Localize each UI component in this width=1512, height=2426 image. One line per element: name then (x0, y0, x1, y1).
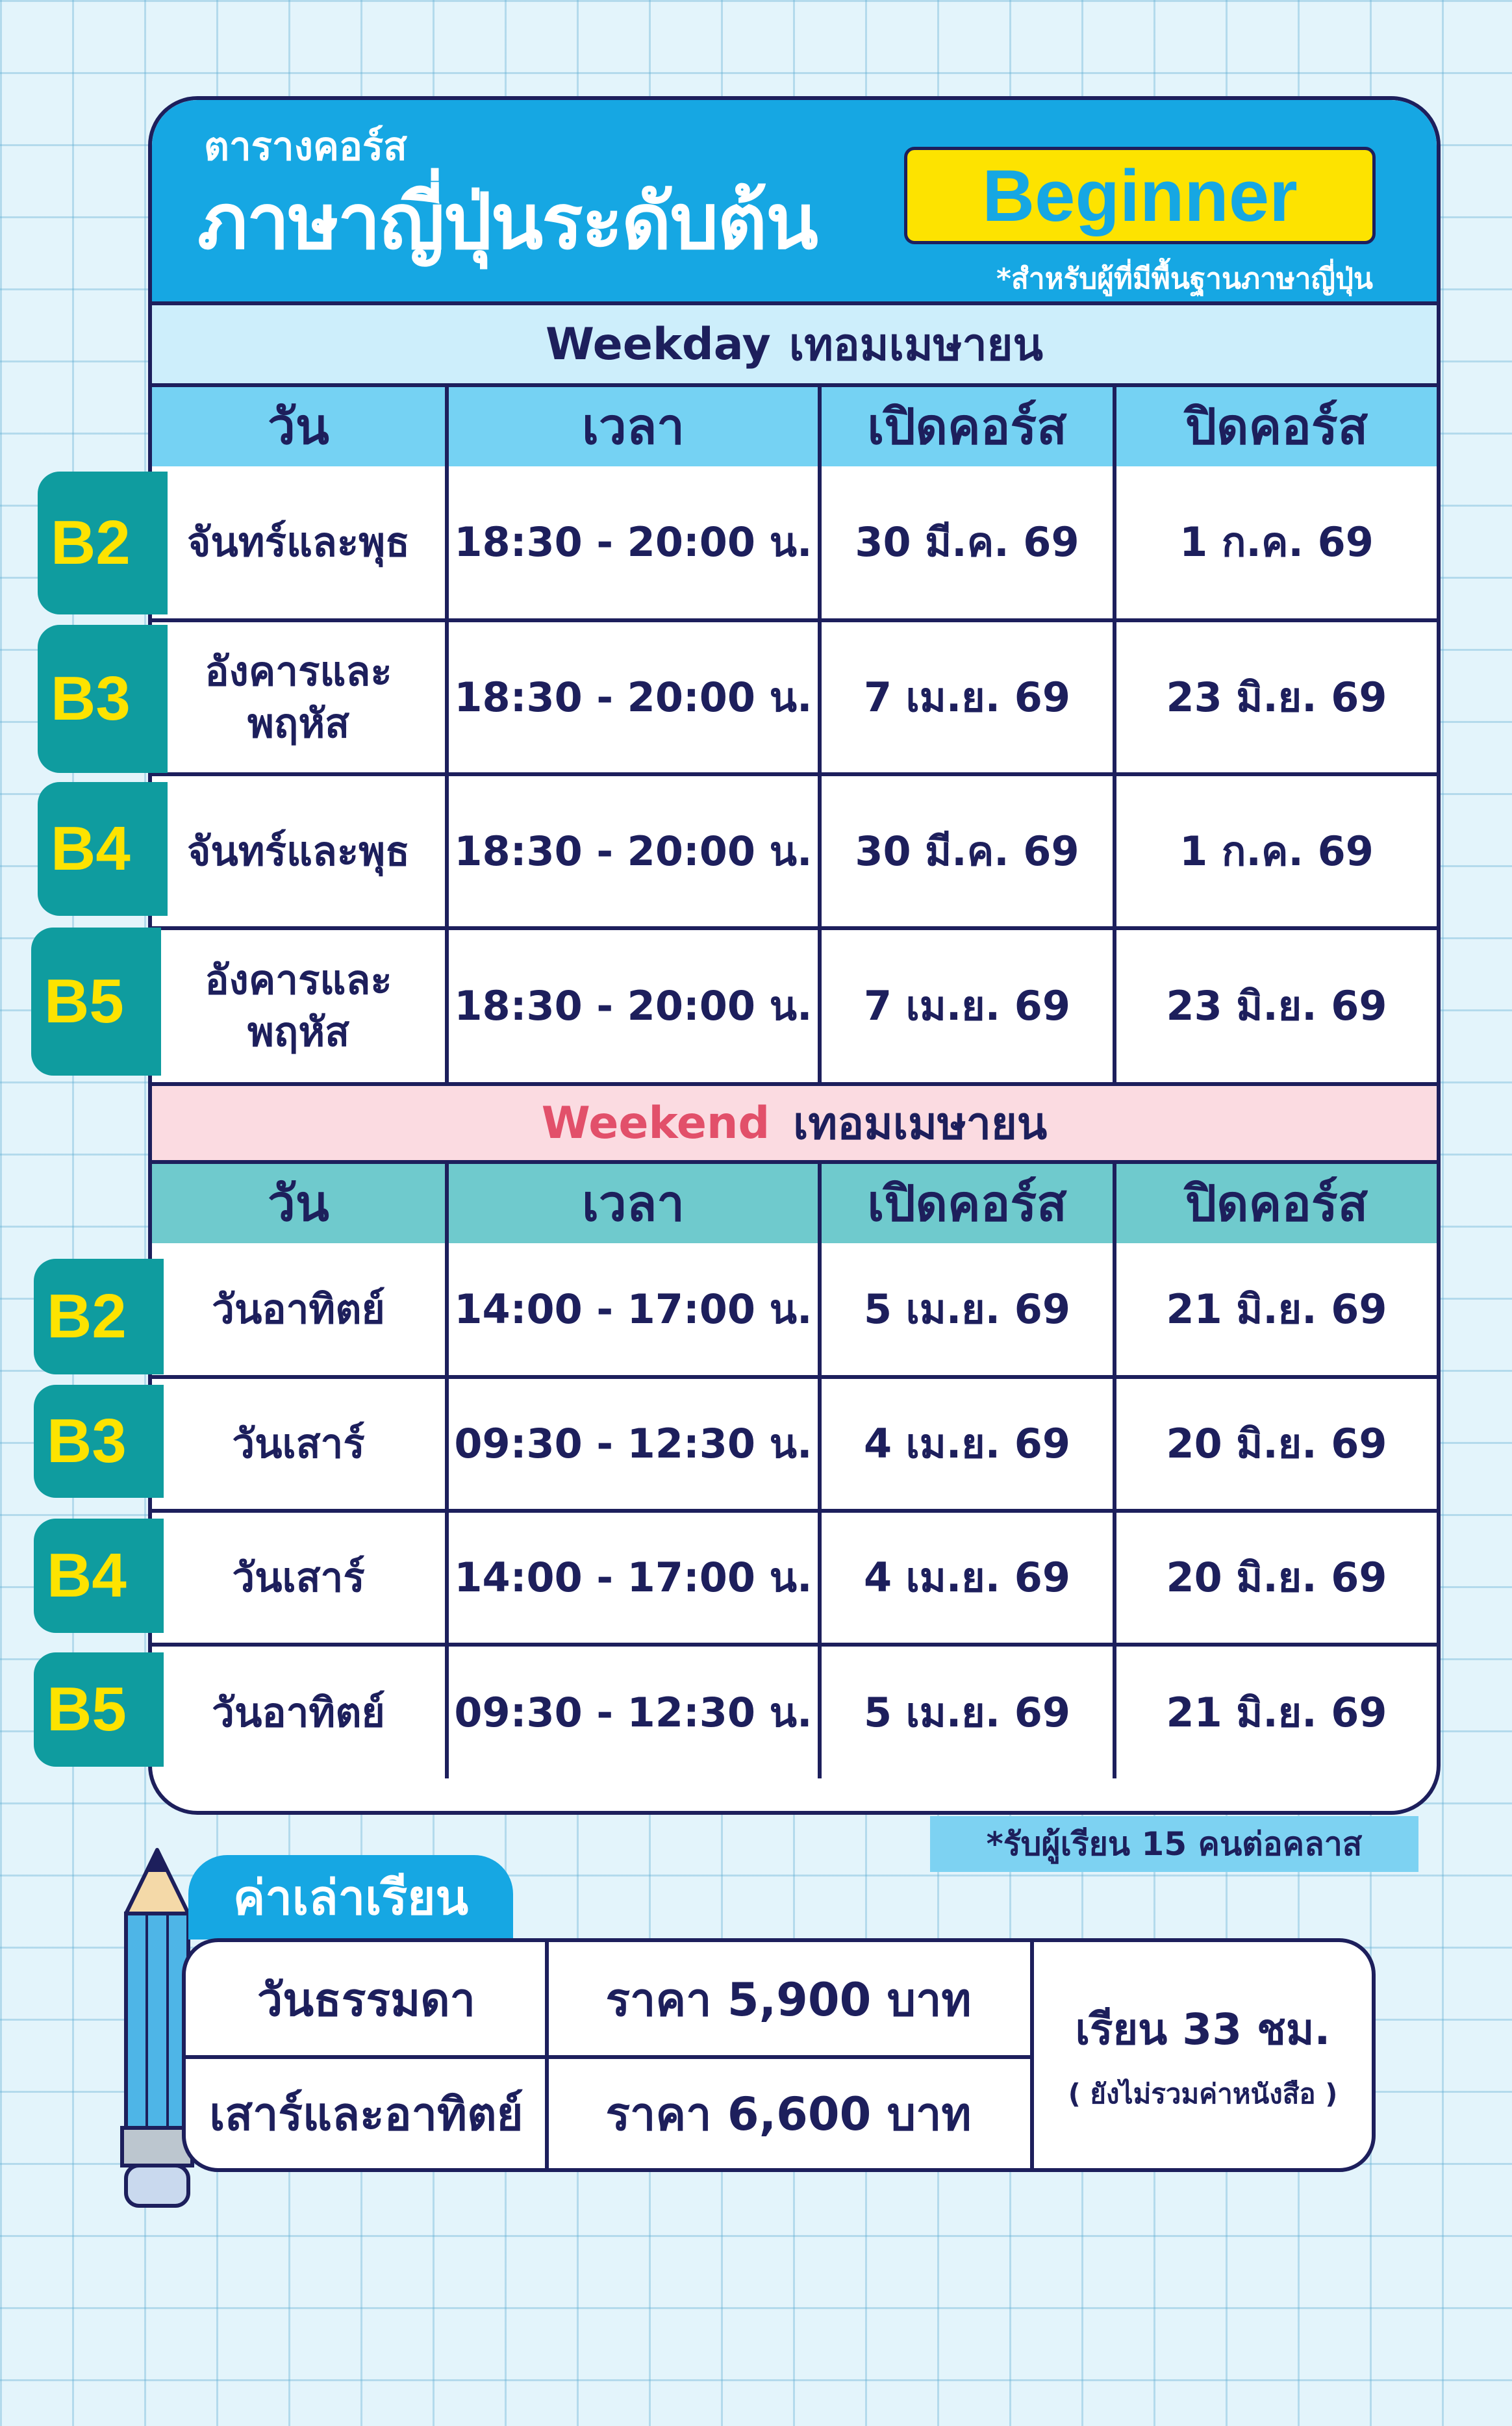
weekday-row-code-tab: B4 (38, 782, 168, 916)
row-open-date: 7 เม.ย. 69 (820, 620, 1115, 774)
table-row (152, 928, 1437, 1082)
table-row (152, 620, 1437, 774)
row-open-date: 30 มี.ค. 69 (820, 774, 1115, 928)
row-day: จันทร์และพุธ (152, 466, 447, 620)
row-open-date: 4 เม.ย. 69 (820, 1377, 1115, 1511)
column-header-close: ปิดคอร์ส (1115, 387, 1437, 466)
capacity-note: *รับผู้เรียน 15 คนต่อคลาส (930, 1816, 1418, 1872)
row-close-date: 21 มิ.ย. 69 (1115, 1243, 1437, 1377)
level-note: *สำหรับผู้ที่มีพื้นฐานภาษาญี่ปุ่น (996, 262, 1373, 296)
table-row (152, 1645, 1437, 1778)
row-day: วันเสาร์ (152, 1511, 447, 1645)
row-time: 09:30 - 12:30 น. (447, 1377, 820, 1511)
table-header-row (152, 387, 1437, 466)
tuition-hours: เรียน 33 ชม. (1075, 2004, 1331, 2054)
row-close-date: 23 มิ.ย. 69 (1115, 928, 1437, 1082)
row-close-date: 1 ก.ค. 69 (1115, 466, 1437, 620)
column-header-open: เปิดคอร์ส (820, 387, 1115, 466)
course-subtitle: ตารางคอร์ส (204, 124, 407, 170)
weekend-term-band (152, 1082, 1437, 1164)
tuition-hours-note: ( ยังไม่รวมค่าหนังสือ ) (1068, 2077, 1338, 2110)
tuition-weekend-price: ราคา 6,600 บาท (605, 2087, 972, 2141)
weekday-band-th: เทอมเมษายน (788, 320, 1043, 371)
table-row (152, 1377, 1437, 1511)
row-time: 09:30 - 12:30 น. (447, 1645, 820, 1778)
weekend-schedule-table (152, 1164, 1437, 1778)
tuition-table (182, 1938, 1376, 2172)
table-row (152, 774, 1437, 928)
row-open-date: 30 มี.ค. 69 (820, 466, 1115, 620)
tuition-label-tab: ค่าเล่าเรียน (188, 1855, 513, 1940)
column-header-time: เวลา (447, 387, 820, 466)
tuition-weekday-label: วันธรรมดา (257, 1973, 475, 2027)
row-close-date: 1 ก.ค. 69 (1115, 774, 1437, 928)
row-day: อังคารและ พฤหัส (152, 620, 447, 774)
tuition-weekday-price: ราคา 5,900 บาท (605, 1973, 972, 2027)
row-day: วันอาทิตย์ (152, 1243, 447, 1377)
table-row (152, 1243, 1437, 1377)
row-day: วันอาทิตย์ (152, 1645, 447, 1778)
weekend-band-th: เทอมเมษายน (793, 1098, 1048, 1150)
weekend-row-code-tab: B2 (34, 1259, 164, 1374)
row-open-date: 4 เม.ย. 69 (820, 1511, 1115, 1645)
column-header-close: ปิดคอร์ส (1115, 1164, 1437, 1243)
course-title: ภาษาญี่ปุ่นระดับต้น (197, 177, 817, 266)
row-day: จันทร์และพุธ (152, 774, 447, 928)
card-header (152, 100, 1437, 305)
row-day: อังคารและ พฤหัส (152, 928, 447, 1082)
weekend-row-code-tab: B5 (34, 1652, 164, 1767)
tuition-hours-cell (1034, 1942, 1372, 2168)
row-time: 14:00 - 17:00 น. (447, 1511, 820, 1645)
row-time: 18:30 - 20:00 น. (447, 466, 820, 620)
weekend-row-code-tab: B4 (34, 1519, 164, 1633)
weekend-row-code-tab: B3 (34, 1385, 164, 1498)
table-header-row (152, 1164, 1437, 1243)
column-header-day: วัน (152, 1164, 447, 1243)
table-row (152, 1511, 1437, 1645)
row-close-date: 23 มิ.ย. 69 (1115, 620, 1437, 774)
tuition-divider (1030, 1942, 1034, 2168)
level-badge: Beginner (904, 147, 1376, 244)
weekday-row-code-tab: B5 (31, 928, 161, 1076)
column-header-open: เปิดคอร์ส (820, 1164, 1115, 1243)
weekday-schedule-table (152, 387, 1437, 1082)
weekday-row-code-tab: B2 (38, 472, 168, 614)
row-time: 18:30 - 20:00 น. (447, 620, 820, 774)
row-close-date: 20 มิ.ย. 69 (1115, 1377, 1437, 1511)
tuition-weekend-label: เสาร์และอาทิตย์ (209, 2087, 523, 2141)
weekday-row-code-tab: B3 (38, 625, 168, 773)
row-open-date: 7 เม.ย. 69 (820, 928, 1115, 1082)
row-time: 18:30 - 20:00 น. (447, 928, 820, 1082)
weekday-term-band (152, 305, 1437, 387)
weekday-band-en: Weekday (546, 318, 771, 370)
row-open-date: 5 เม.ย. 69 (820, 1645, 1115, 1778)
row-open-date: 5 เม.ย. 69 (820, 1243, 1115, 1377)
row-time: 18:30 - 20:00 น. (447, 774, 820, 928)
row-close-date: 20 มิ.ย. 69 (1115, 1511, 1437, 1645)
row-day: วันเสาร์ (152, 1377, 447, 1511)
row-time: 14:00 - 17:00 น. (447, 1243, 820, 1377)
weekend-band-en: Weekend (541, 1097, 770, 1149)
row-close-date: 21 มิ.ย. 69 (1115, 1645, 1437, 1778)
column-header-day: วัน (152, 387, 447, 466)
column-header-time: เวลา (447, 1164, 820, 1243)
schedule-card (148, 96, 1441, 1815)
table-row (152, 466, 1437, 620)
tuition-divider (186, 2055, 1030, 2059)
